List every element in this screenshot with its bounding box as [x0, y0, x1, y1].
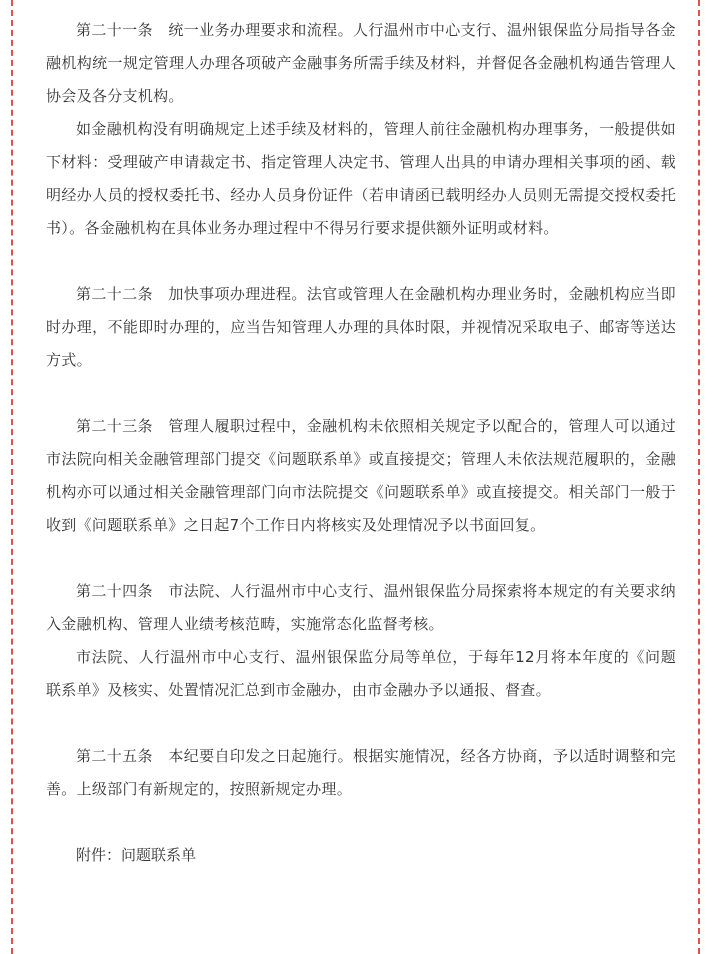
article-23-paragraph: 第二十三条 管理人履职过程中，金融机构未依照相关规定予以配合的，管理人可以通过市法院向相关金融管理部门提交《问题联系单》或直接提交；管理人未依法规范履职的，金融机构亦可以通过相关金融管理部门向市法院提交《问题联系单》或直接提交。相关部门一般于收到《问题联系单》之日起7个工作日内将核实及处理情况予以书面回复。 [46, 417, 676, 534]
left-dashed-border [11, 0, 13, 954]
paragraph-spacer [46, 377, 676, 410]
paragraph-spacer [46, 542, 676, 575]
article-24-paragraph: 第二十四条 市法院、人行温州市中心支行、温州银保监分局探索将本规定的有关要求纳入金融机构、管理人业绩考核范畴，实施常态化监督考核。 [46, 582, 676, 633]
document-body [46, 14, 676, 872]
attachment-label: 附件：问题联系单 [76, 846, 197, 864]
article-25-paragraph: 第二十五条 本纪要自印发之日起施行。根据实施情况，经各方协商，予以适时调整和完善。上级部门有新规定的，按照新规定办理。 [46, 747, 676, 798]
article-21-materials-paragraph: 如金融机构没有明确规定上述手续及材料的，管理人前往金融机构办理事务，一般提供如下材料：受理破产申请裁定书、指定管理人决定书、管理人出具的申请办理相关事项的函、载明经办人员的授权委托书、经办人员身份证件（若申请函已载明经办人员则无需提交授权委托书）。各金融机构在具体业务办理过程中不得另行要求提供额外证明或材料。 [46, 120, 676, 237]
article-24-reporting-paragraph: 市法院、人行温州市中心支行、温州银保监分局等单位，于每年12月将本年度的《问题联系单》及核实、处置情况汇总到市金融办，由市金融办予以通报、督查。 [46, 648, 676, 699]
article-21-paragraph: 第二十一条 统一业务办理要求和流程。人行温州市中心支行、温州银保监分局指导各金融机构统一规定管理人办理各项破产金融事务所需手续及材料，并督促各金融机构通告管理人协会及各分支机构。 [46, 21, 676, 105]
right-dashed-border [698, 0, 700, 954]
paragraph-spacer [46, 806, 676, 839]
paragraph-spacer [46, 707, 676, 740]
paragraph-spacer [46, 245, 676, 278]
article-22-paragraph: 第二十二条 加快事项办理进程。法官或管理人在金融机构办理业务时，金融机构应当即时办理，不能即时办理的，应当告知管理人办理的具体时限，并视情况采取电子、邮寄等送达方式。 [46, 285, 676, 369]
